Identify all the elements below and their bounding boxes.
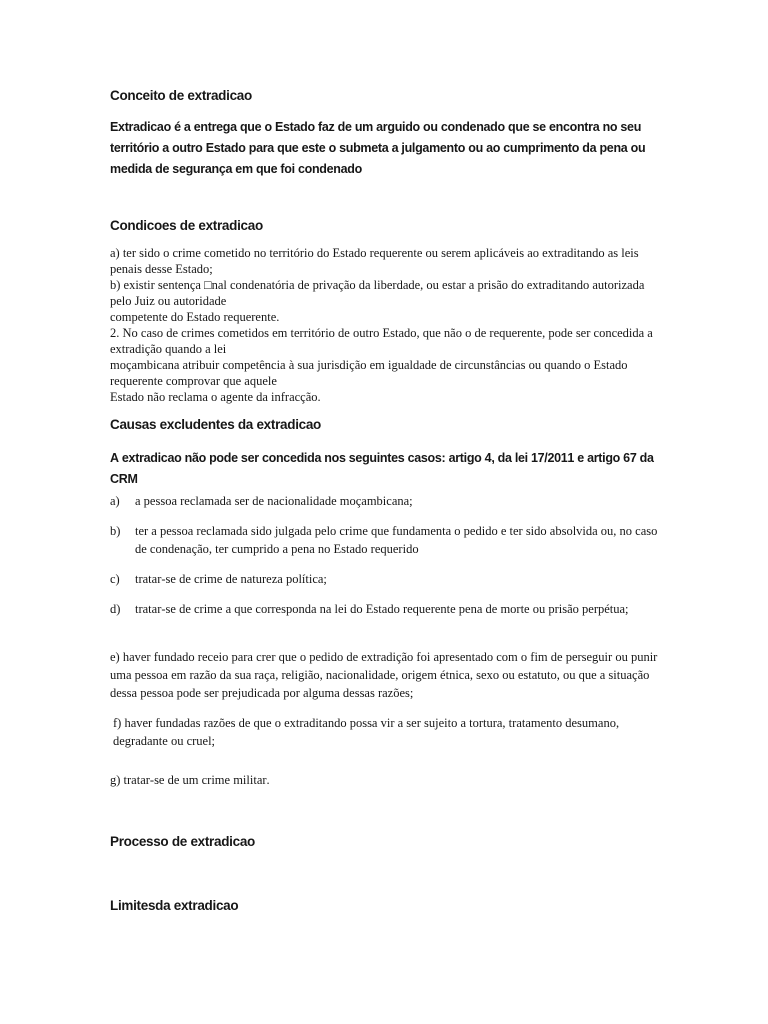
heading-conceito-de-extradicao: Conceito de extradicao [110, 88, 252, 103]
paragraph-f: f) haver fundadas razões de que o extraditando possa vir a ser sujeito a tortura, tratamento desumano, degradante ou cruel; [113, 716, 620, 748]
conditions-line: Estado não reclama o agente da infracção. [110, 390, 321, 404]
heading-processo-de-extradicao: Processo de extradicao [110, 834, 255, 849]
list-marker: a) [110, 494, 120, 508]
list-item [110, 570, 668, 588]
heading-causas-excludentes: Causas excludentes da extradicao [110, 417, 322, 432]
conditions-line: moçambicana atribuir competência à sua jurisdição em igualdade de circunstâncias ou quando o Estado requerente comprovar que aquele [110, 358, 628, 388]
conditions-text-block [110, 245, 668, 405]
paragraph-g: g) tratar-se de um crime militar. [110, 773, 270, 787]
list-item [110, 492, 668, 510]
list-item-text: tratar-se de crime a que corresponda na lei do Estado requerente pena de morte ou prisão perpétua; [135, 602, 629, 616]
heading-condicoes-de-extradicao: Condicoes de extradicao [110, 218, 263, 233]
list-item-text: ter a pessoa reclamada sido julgada pelo crime que fundamenta o pedido e ter sido absolvida ou, no caso de condenação, ter cumprido a pena no Estado requerido [135, 524, 658, 556]
list-item-text: a pessoa reclamada ser de nacionalidade moçambicana; [135, 494, 413, 508]
list-marker: c) [110, 572, 120, 586]
exclusion-intro-paragraph: A extradicao não pode ser concedida nos seguintes casos: artigo 4, da lei 17/2011 e artigo 67 da CRM [110, 451, 654, 486]
list-item-text: tratar-se de crime de natureza política; [135, 572, 327, 586]
conditions-line: b) existir sentença □nal condenatória de privação da liberdade, ou estar a prisão do extraditando autorizada pelo Juiz ou autoridade [110, 278, 645, 308]
heading-limites-da-extradicao: Limitesda extradicao [110, 898, 239, 913]
list-marker: b) [110, 524, 121, 538]
conditions-line: 2. No caso de crimes cometidos em território de outro Estado, que não o de requerente, pode ser concedida a extradição quando a lei [110, 326, 653, 356]
list-marker: d) [110, 602, 121, 616]
list-item [110, 600, 668, 618]
conditions-line: a) ter sido o crime cometido no território do Estado requerente ou serem aplicáveis ao extraditando as leis penais desse Estado; [110, 246, 639, 276]
paragraph-e: e) haver fundado receio para crer que o pedido de extradição foi apresentado com o fim de perseguir ou punir uma pessoa em razão da sua raça, religião, nacionalidade, origem étnica, sexo ou estatuto, ou que a situação dessa pessoa pode ser prejudicada por alguma dessas razões; [110, 650, 658, 700]
exclusion-list [110, 492, 668, 618]
list-item [110, 522, 668, 558]
intro-paragraph: Extradicao é a entrega que o Estado faz de um arguido ou condenado que se encontra no seu território a outro Estado para que este o submeta a julgamento ou ao cumprimento da pena ou medida de segurança em que foi condenado [110, 120, 646, 176]
conditions-line: competente do Estado requerente. [110, 310, 280, 324]
